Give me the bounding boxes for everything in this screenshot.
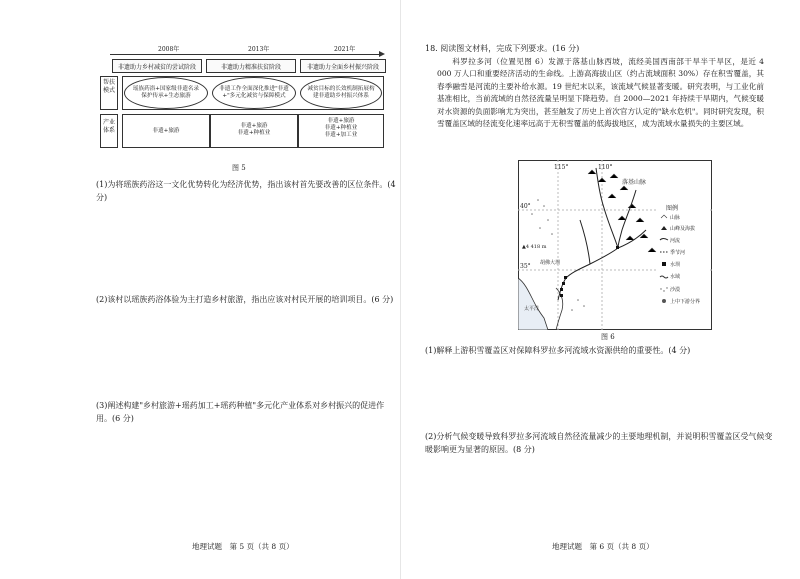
legend-label: 山脉 — [670, 215, 681, 221]
figure-6-caption: 图 6 — [601, 333, 615, 341]
arrow-head-icon — [379, 51, 385, 57]
stage-box: 非遗助力精准扶贫阶段 — [206, 59, 296, 73]
question-2: (2)分析气候变暖导致科罗拉多河流域自然径流量减少的主要地理机制，并说明积雪覆盖区受气候变暖影响更为显著的原因。(8 分) — [425, 432, 773, 454]
industry-cell: 非遗+旅游 非遗+种植业 — [210, 114, 298, 148]
lon-label: 115° — [554, 164, 569, 171]
year-label: 2008年 — [158, 46, 180, 53]
figure-5-timeline — [100, 44, 385, 156]
legend-label: 河流 — [670, 238, 681, 244]
figure-5-caption: 图 5 — [232, 164, 246, 172]
question-3: (3)阐述构建"乡村旅游+瑶药加工+瑶药种植"多元化产业体系对乡村振兴的促进作用。(6 分) — [96, 401, 385, 423]
region-label: 落基山脉 — [622, 179, 647, 186]
mode-oval: 减贫目标的长效机制拓展构建非遗助乡村振兴体系 — [300, 77, 382, 109]
page-divider — [400, 0, 401, 579]
legend-title: 图例 — [666, 205, 679, 212]
stage-box: 非遗助力全面乡村振兴阶段 — [300, 59, 386, 73]
page-footer: 地理试题 第 5 页（共 8 页） — [192, 542, 294, 551]
boundary-icon — [662, 299, 666, 303]
year-label: 2013年 — [248, 46, 270, 53]
ocean-label: 太平洋 — [524, 306, 540, 312]
figure-6-map — [518, 160, 712, 330]
stage-box: 非遗助力乡村减贫的尝试阶段 — [112, 59, 202, 73]
legend-label: 上中下游分界 — [670, 299, 701, 305]
material-text: 科罗拉多河（位置见图 6）发源于落基山脉西坡，流经美国西南部干旱半干旱区，是近 4 000 万人口和重要经济活动的生命线。上游高海拔山区（约占流域面积 30%）存在积雪覆盖，其春季融雪是河流的主要补给水源。19 世纪末以来，该流域气候显著变暖。研究表明，与工业化前基准相比，当前流域的自然径流量呈明显下降趋势。自 2000—2021 年持续干旱期内，气候变暖对水资源的负面影响尤为突出，甚至触发了历史上首次官方认定的"缺水危机"。同时研究发现，积雪覆盖区域的径流变化速率远高于无积雪覆盖的低海拔地区，成为流域水量损失的主要区域。 — [437, 57, 764, 129]
row-label-text: 产业 — [102, 119, 115, 126]
lat-label: 40° — [520, 203, 531, 210]
year-label: 2021年 — [334, 46, 356, 53]
material-paragraph — [437, 56, 764, 130]
question-1: (1)为将瑶族药浴这一文化优势转化为经济优势，指出该村首先要改善的区位条件。(4 分) — [96, 180, 396, 202]
lon-label: 110° — [598, 164, 613, 171]
lat-label: 35° — [520, 263, 531, 270]
peak-label: ▲4 418 m — [522, 244, 547, 250]
legend-label: 沙漠 — [670, 287, 681, 293]
timeline-years — [100, 44, 385, 54]
lake-label: 胡佛大坝 — [540, 260, 561, 266]
legend-label: 水坝 — [670, 262, 681, 268]
row-label-mode: 帮扶模式 — [100, 76, 118, 110]
row-label-industry — [100, 114, 118, 148]
industry-cell: 非遗+旅游 — [122, 114, 210, 148]
legend-label: 山峰及海拔 — [670, 226, 696, 232]
mode-oval: 瑶族药浴+国家级非遗名录保护传承+生态旅游 — [124, 77, 208, 109]
row-label-text: 体系 — [102, 127, 115, 134]
page-footer: 地理试题 第 6 页（共 8 页） — [552, 542, 654, 551]
question-2: (2)该村以瑶族药浴体验为主打造乡村旅游，指出应该对村民开展的培训项目。(6 分) — [96, 295, 394, 304]
map-legend — [658, 200, 708, 324]
industry-cell: 非遗+旅游 非遗+种植业 非遗+加工业 — [298, 114, 384, 148]
mode-oval: 非遗工作全面深化推进"非遗+"多元化减贫与保障模式 — [212, 77, 296, 109]
question-heading: 18. 阅读图文材料，完成下列要求。(16 分) — [425, 44, 580, 53]
legend-label: 季节河 — [670, 250, 686, 256]
question-1: (1)解释上游积雪覆盖区对保障科罗拉多河流域水资源供给的重要性。(4 分) — [425, 346, 691, 355]
timeline-arrow — [110, 54, 380, 55]
dam-icon — [662, 262, 666, 266]
legend-label: 水域 — [670, 274, 681, 280]
